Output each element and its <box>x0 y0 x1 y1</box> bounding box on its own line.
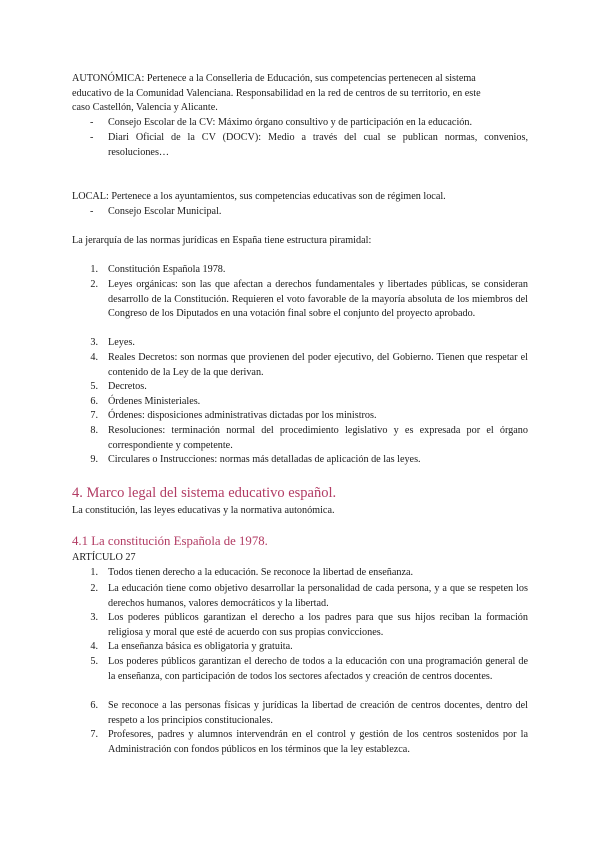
list-number: 6. <box>90 396 98 407</box>
list-number: 3. <box>90 612 98 623</box>
list-item-text: Circulares o Instrucciones: normas más detalladas de aplicación de las leyes. <box>108 454 421 465</box>
list-item-text: Se reconoce a las personas físicas y jurídicas la libertad de creación de centros docentes, dentro del respeto a los principios constitucionales. <box>108 700 528 726</box>
local-text: : Pertenece a los ayuntamientos, sus competencias educativas son de régimen local. <box>105 191 446 202</box>
local-bullet-1: Consejo Escolar Municipal. <box>108 206 222 217</box>
article-heading: ARTÍCULO 27 <box>72 552 136 563</box>
local-heading: LOCAL <box>72 191 106 202</box>
list-item-text: Órdenes: disposiciones administrativas dictadas por los ministros. <box>108 410 377 421</box>
list-number: 7. <box>90 410 98 421</box>
list-number: 4. <box>90 641 98 652</box>
section-4-subtitle: La constitución, las leyes educativas y la normativa autonómica. <box>72 505 335 516</box>
list-item-text: Reales Decretos: son normas que provienen del poder ejecutivo, del Gobierno. Tienen que respetar el contenido de la Ley de la que derivan. <box>108 352 528 378</box>
list-number: 5. <box>90 656 98 667</box>
section-4-1-title: 4.1 La constitución Española de 1978. <box>72 534 268 548</box>
list-number: 4. <box>90 352 98 363</box>
list-item-text: Todos tienen derecho a la educación. Se reconoce la libertad de enseñanza. <box>108 567 414 578</box>
list-item-text: Leyes. <box>108 337 135 348</box>
list-item-text: Constitución Española 1978. <box>108 264 226 275</box>
list-number: 1. <box>90 264 98 275</box>
autonomica-heading: AUTONÓMICA <box>72 73 142 84</box>
list-number: 2. <box>90 279 98 290</box>
list-item-text: Resoluciones: terminación normal del procedimiento legislativo y es expresada por el órgano correspondiente y competente. <box>108 425 528 451</box>
list-item-text: Decretos. <box>108 381 147 392</box>
autonomica-paragraph <box>72 72 482 116</box>
list-number: 8. <box>90 425 98 436</box>
list-item-text: La educación tiene como objetivo desarrollar la personalidad de cada persona, y a que se respeten los derechos humanos, valores democráticos y la libertad. <box>108 583 528 609</box>
list-item-text: Los poderes públicos garantizan el derecho de todos a la educación con una programación general de la enseñanza, con participación de todos los sectores afectados y creación de centros docentes. <box>108 656 528 682</box>
bullet-dash: - <box>90 206 94 217</box>
list-number: 5. <box>90 381 98 392</box>
list-number: 9. <box>90 454 98 465</box>
list-number: 3. <box>90 337 98 348</box>
list-item-text: Profesores, padres y alumnos intervendrán en el control y gestión de los centros sostenidos por la Administración con fondos públicos en los términos que la ley establezca. <box>108 729 528 755</box>
list-number: 1. <box>90 567 98 578</box>
list-number: 2. <box>90 583 98 594</box>
local-paragraph <box>72 190 532 205</box>
autonomica-bullet-1: Consejo Escolar de la CV: Máximo órgano consultivo y de participación en la educación. <box>108 117 473 128</box>
section-4-title: 4. Marco legal del sistema educativo español. <box>72 485 337 501</box>
list-number: 6. <box>90 700 98 711</box>
list-item-text: Los poderes públicos garantizan el derecho a los padres para que sus hijos reciban la formación religiosa y moral que esté de acuerdo con sus propias convicciones. <box>108 612 528 638</box>
list-item-text: Órdenes Ministeriales. <box>108 396 201 407</box>
list-number: 7. <box>90 729 98 740</box>
bullet-dash: - <box>90 117 94 128</box>
list-item-text: Leyes orgánicas: son las que afectan a derechos fundamentales y libertades públicas, se consideran desarrollo de la Constitución. Requieren el voto favorable de la mayoría absoluta de los miembros del Congreso de los Diputados en una votación final sobre el conjunto del proyecto aprobado. <box>108 279 528 319</box>
bullet-dash: - <box>90 132 94 143</box>
list-item-text: La enseñanza básica es obligatoria y gratuita. <box>108 641 293 652</box>
autonomica-text: : Pertenece a la Conselleria de Educación, sus competencias pertenecen al sistema educativo de la Comunidad Valenciana. Responsabilidad en la red de centros de su territorio, en este caso Castellón, Valencia y Alicante. <box>72 73 481 113</box>
jerarquia-intro: La jerarquía de las normas jurídicas en España tiene estructura piramidal: <box>72 235 372 246</box>
autonomica-bullet-2: Diari Oficial de la CV (DOCV): Medio a través del cual se publican normas, convenios, resoluciones… <box>108 132 528 158</box>
